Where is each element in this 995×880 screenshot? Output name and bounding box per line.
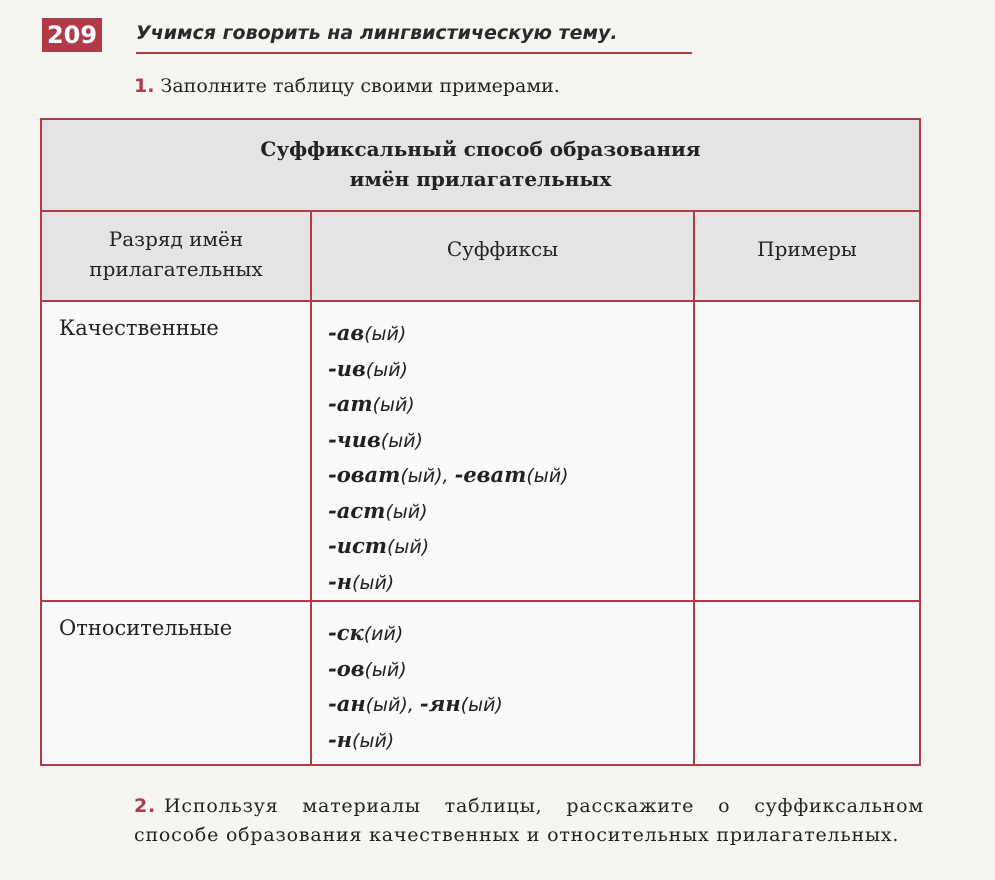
- page-number: 209: [42, 18, 102, 52]
- suffix: -ив: [328, 355, 366, 381]
- suffix: -ист: [328, 533, 387, 558]
- suffix-line: [328, 652, 693, 688]
- row-qualitative-suffixes: [312, 302, 695, 602]
- suffix-line: [328, 687, 693, 723]
- suffix-ending: (ый): [460, 694, 503, 716]
- row-relative-category: Относительные: [42, 602, 312, 764]
- suffix-line: [328, 529, 693, 565]
- suffix-line: [328, 352, 693, 388]
- suffix: -н: [328, 726, 353, 752]
- suffix-ending: (ый): [365, 358, 408, 381]
- suffix-line: [328, 494, 693, 530]
- column-header-suffixes: Суффиксы: [312, 212, 695, 302]
- row-relative-suffixes: [312, 602, 695, 764]
- row-relative-examples[interactable]: [695, 602, 919, 764]
- suffix-table: [40, 118, 921, 766]
- task-1-text: Заполните таблицу своими примерами.: [160, 75, 560, 97]
- suffix: -еват: [454, 462, 527, 487]
- suffix-ending: (ый): [526, 465, 569, 487]
- suffix-line: [328, 565, 693, 601]
- suffix-line: [328, 616, 693, 652]
- page-header: [42, 18, 692, 54]
- task-2: [134, 792, 924, 850]
- task-2-text: Используя материалы таблицы, расскажите о суффиксальном способе образования качественных и относительных прилагательных.: [134, 795, 924, 846]
- table-title-line2: имён прилагательных: [349, 167, 612, 191]
- suffix-line: [328, 316, 693, 352]
- suffix-line: [328, 423, 693, 459]
- suffix: -ов: [328, 655, 365, 681]
- suffix: -ян: [419, 691, 461, 716]
- suffix-line: [328, 387, 693, 423]
- task-2-number: 2.: [134, 795, 157, 817]
- suffix: -н: [328, 568, 353, 594]
- suffix: -ав: [328, 320, 365, 345]
- table-title-line1: Суффиксальный способ образования: [260, 137, 701, 161]
- section-title: Учимся говорить на лингвистическую тему.: [136, 22, 618, 44]
- column-header-examples: Примеры: [695, 212, 919, 302]
- column-header-category-line1: Разряд имён: [108, 227, 244, 251]
- suffix-ending: (ий): [363, 623, 404, 645]
- suffix: -оват: [328, 462, 401, 487]
- suffix: -чив: [328, 426, 381, 452]
- suffix-ending: (ый): [385, 500, 428, 523]
- suffix-ending: (ый): [372, 394, 415, 416]
- suffix: -ан: [328, 691, 366, 716]
- suffix-line: [328, 723, 693, 759]
- row-qualitative-category: Качественные: [42, 302, 312, 602]
- suffix-ending: (ый),: [400, 465, 455, 487]
- task-1-number: 1.: [134, 75, 155, 97]
- suffix-ending: (ый): [364, 323, 407, 345]
- column-header-category: [42, 212, 312, 302]
- suffix-ending: (ый): [364, 658, 407, 681]
- suffix-ending: (ый): [387, 536, 430, 558]
- suffix-ending: (ый),: [365, 694, 420, 716]
- table-title: [42, 120, 919, 212]
- suffix-ending: (ый): [352, 571, 395, 594]
- suffix: -ат: [328, 391, 373, 416]
- header-underline: [136, 52, 692, 54]
- row-qualitative-examples[interactable]: [695, 302, 919, 602]
- task-1: [134, 75, 560, 97]
- suffix-line: [328, 458, 693, 494]
- suffix-ending: (ый): [380, 429, 423, 452]
- suffix: -аст: [328, 497, 386, 523]
- suffix-ending: (ый): [352, 729, 395, 752]
- column-header-category-line2: прилагательных: [89, 257, 263, 281]
- suffix: -ск: [328, 620, 364, 645]
